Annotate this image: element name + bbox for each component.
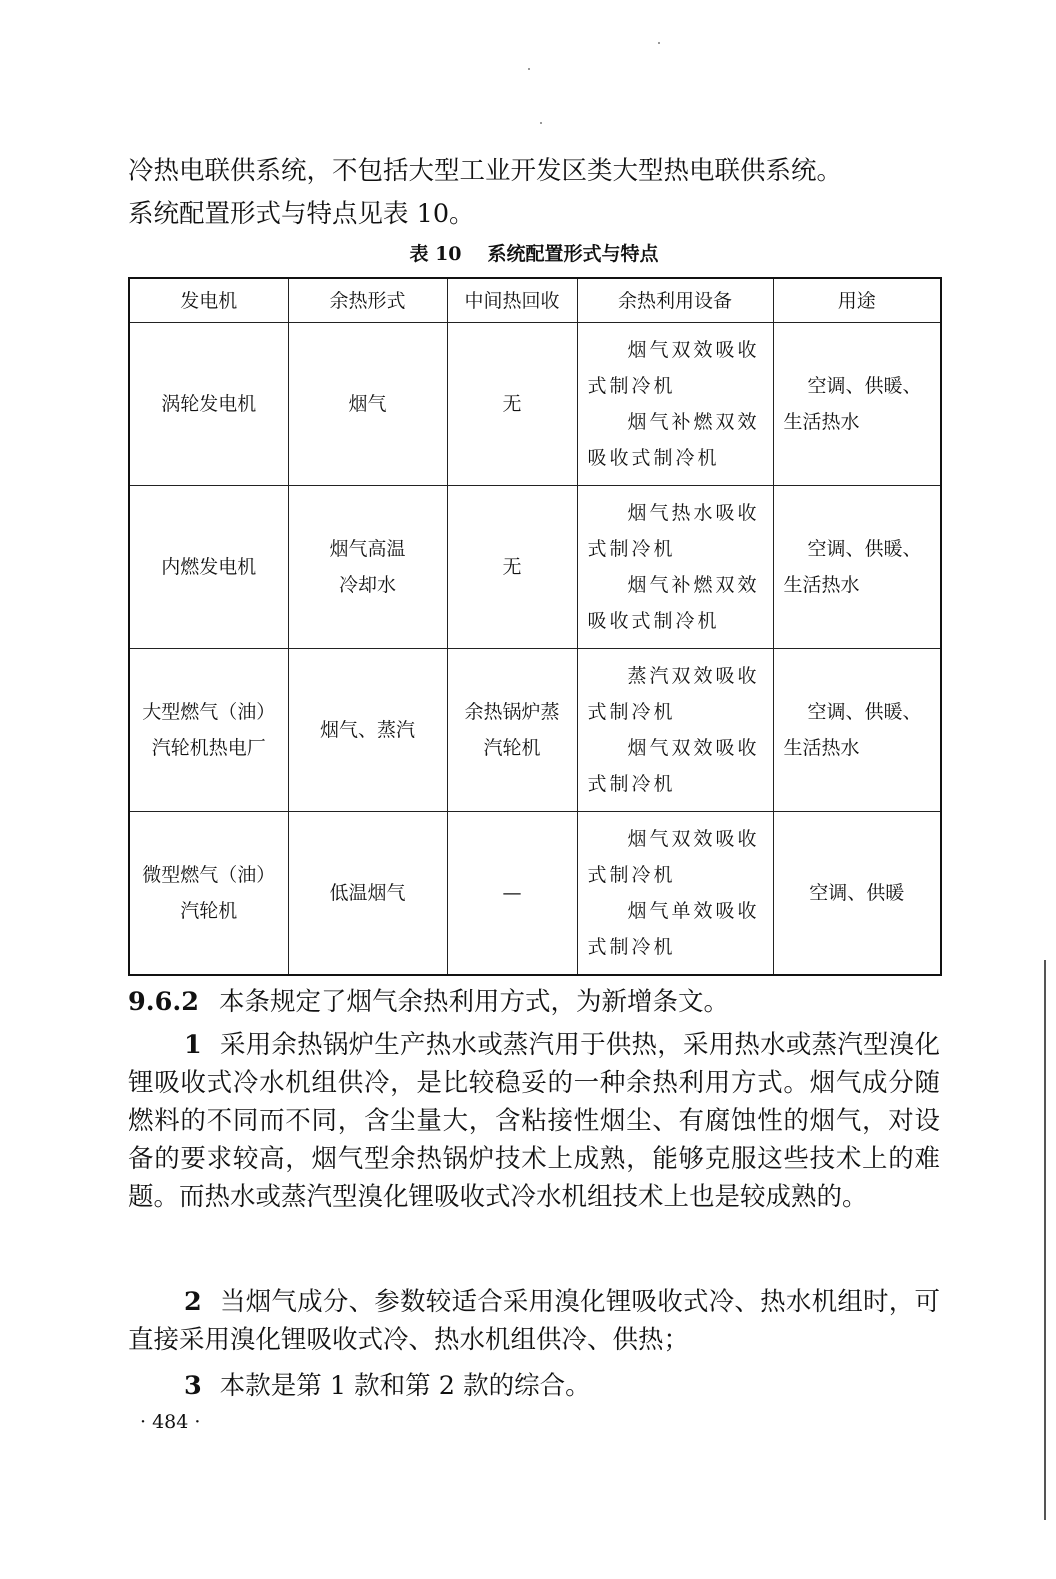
- recovery-cell: 余热锅炉蒸汽轮机: [447, 649, 577, 812]
- item-2: [128, 1283, 940, 1359]
- item-number: 1: [184, 1030, 202, 1060]
- equipment-cell: 烟气热水吸收 式制冷机 烟气补燃双效 吸收式制冷机: [577, 486, 773, 649]
- equipment-cell: 烟气双效吸收 式制冷机 烟气补燃双效 吸收式制冷机: [577, 323, 773, 486]
- table-header-row: [129, 278, 941, 323]
- equipment-cell: 蒸汽双效吸收 式制冷机 烟气双效吸收 式制冷机: [577, 649, 773, 812]
- recovery-cell: 无: [447, 486, 577, 649]
- table-row: [129, 812, 941, 976]
- item-text: 当烟气成分、参数较适合采用溴化锂吸收式冷、热水机组时，可直接采用溴化锂吸收式冷、热水机组供冷、供热；: [128, 1287, 940, 1355]
- scan-edge-line: [1044, 960, 1046, 1520]
- header-cell: 用途: [773, 278, 941, 323]
- scan-speck: [658, 42, 660, 44]
- equipment-cell: 烟气双效吸收 式制冷机 烟气单效吸收 式制冷机: [577, 812, 773, 976]
- use-cell: 空调、供暖、 生活热水: [773, 649, 941, 812]
- item-1: [128, 1026, 940, 1216]
- clause-text: 本条规定了烟气余热利用方式，为新增条文。: [218, 987, 729, 1017]
- table-number: 表 10: [409, 243, 462, 265]
- item-text: 本款是第 1 款和第 2 款的综合。: [219, 1371, 591, 1401]
- generator-cell: 涡轮发电机: [129, 323, 288, 486]
- heat-form-cell: 烟气高温 冷却水: [288, 486, 447, 649]
- heat-form-cell: 低温烟气: [288, 812, 447, 976]
- table-row: [129, 323, 941, 486]
- generator-cell: 微型燃气（油） 汽轮机: [129, 812, 288, 976]
- header-cell: 余热利用设备: [577, 278, 773, 323]
- item-number: 2: [184, 1287, 202, 1317]
- recovery-cell: 无: [447, 323, 577, 486]
- table-row: [129, 649, 941, 812]
- scan-speck: [528, 68, 530, 70]
- item-text: 采用余热锅炉生产热水或蒸汽用于供热，采用热水或蒸汽型溴化锂吸收式冷水机组供冷，是比较稳妥的一种余热利用方式。烟气成分随燃料的不同而不同，含尘量大，含粘接性烟尘、有腐蚀性的烟气，对设备的要求较高，烟气型余热锅炉技术上成熟，能够克服这些技术上的难题。而热水或蒸汽型溴化锂吸收式冷水机组技术上也是较成熟的。: [128, 1030, 940, 1212]
- generator-cell: 内燃发电机: [129, 486, 288, 649]
- header-cell: 发电机: [129, 278, 288, 323]
- heat-form-cell: 烟气、蒸汽: [288, 649, 447, 812]
- use-cell: 空调、供暖: [773, 812, 941, 976]
- use-cell: 空调、供暖、 生活热水: [773, 323, 941, 486]
- table-title: 系统配置形式与特点: [487, 243, 659, 265]
- recovery-cell: —: [447, 812, 577, 976]
- item-number: 3: [184, 1371, 202, 1401]
- table-caption: [128, 240, 940, 268]
- header-cell: 中间热回收: [447, 278, 577, 323]
- generator-cell: 大型燃气（油） 汽轮机热电厂: [129, 649, 288, 812]
- intro-line-1: 冷热电联供系统，不包括大型工业开发区类大型热电联供系统。: [128, 156, 843, 186]
- intro-line-2: 系统配置形式与特点见表 10。: [128, 199, 475, 229]
- scan-speck: [540, 122, 542, 124]
- clause-number: 9.6.2: [128, 987, 199, 1017]
- use-cell: 空调、供暖、 生活热水: [773, 486, 941, 649]
- heat-form-cell: 烟气: [288, 323, 447, 486]
- page-number: · 484 ·: [140, 1411, 201, 1433]
- header-cell: 余热形式: [288, 278, 447, 323]
- system-config-table: [128, 277, 942, 976]
- item-3: [128, 1367, 940, 1405]
- table-row: [129, 486, 941, 649]
- clause-9-6-2: [128, 983, 940, 1021]
